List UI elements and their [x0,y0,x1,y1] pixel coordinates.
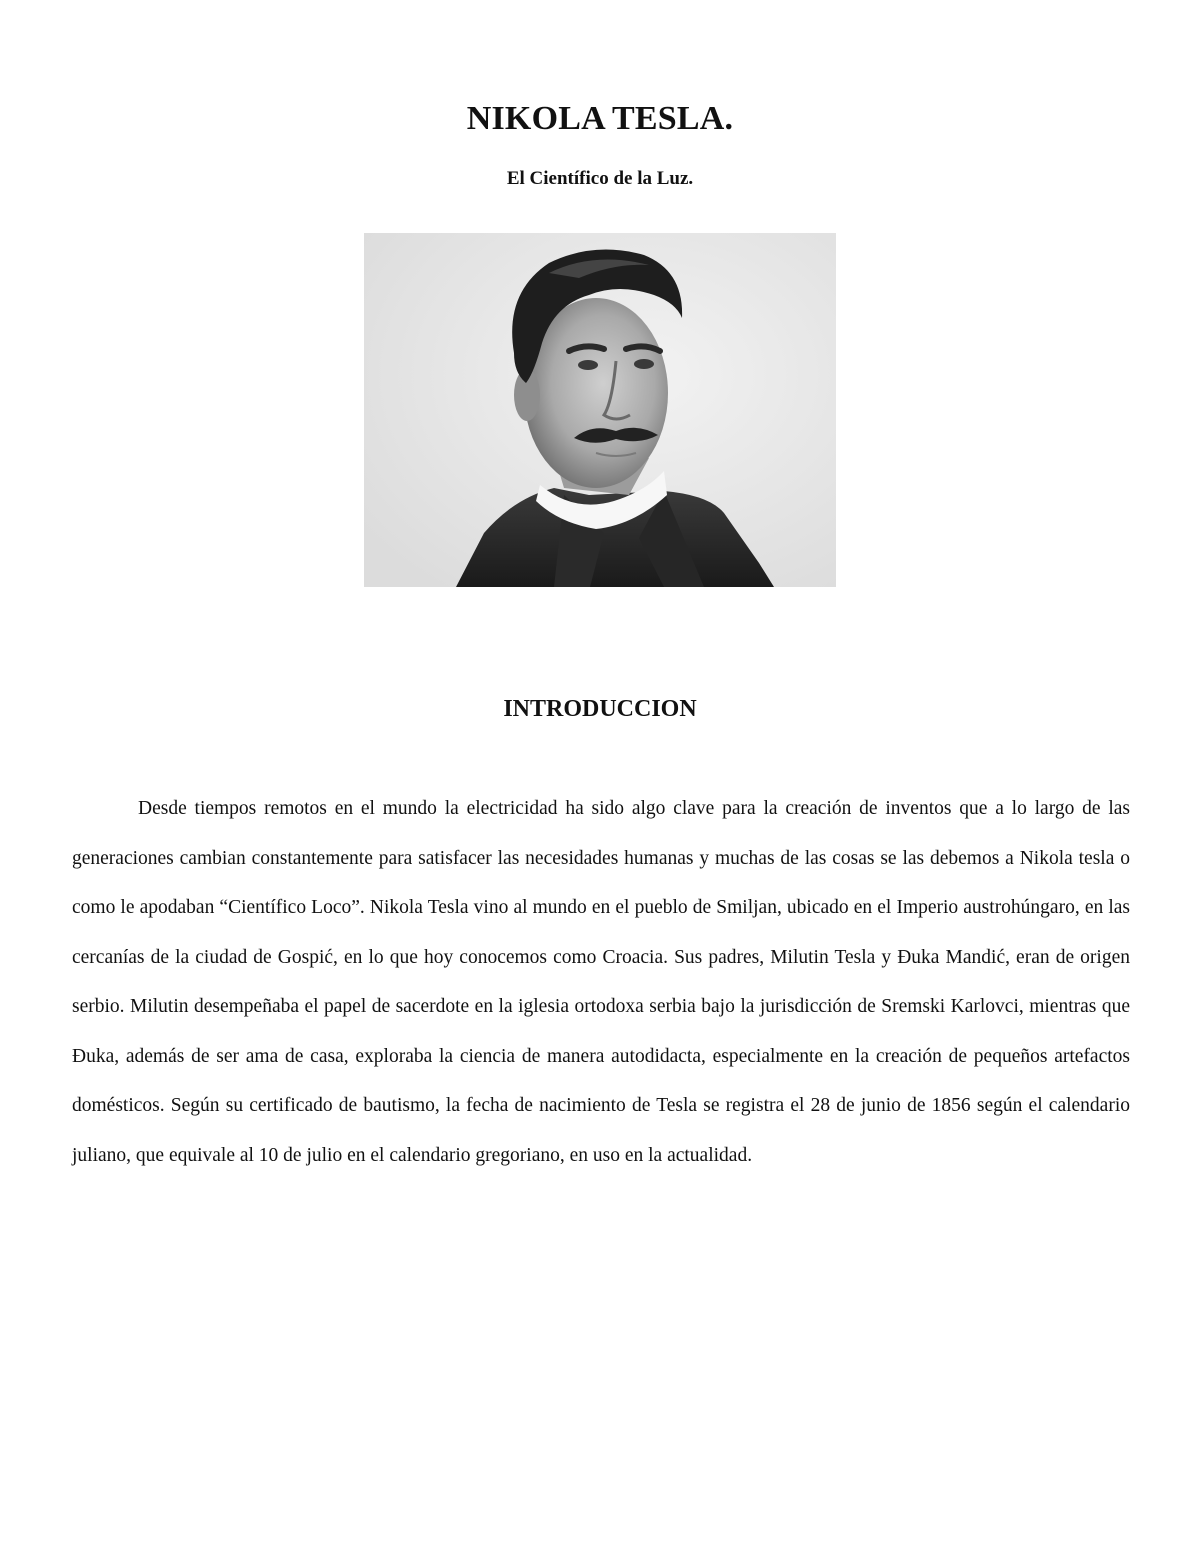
document-title: NIKOLA TESLA. [466,100,734,137]
portrait-photo [364,233,836,587]
introduction-paragraph: Desde tiempos remotos en el mundo la electricidad ha sido algo clave para la creación de inventos que a lo largo de las generaciones cambian constantemente para satisfacer las necesidades humanas y muchas de las cosas se las debemos a Nikola tesla o como le apodaban “Científico Loco”. Nikola Tesla vino al mundo en el pueblo de Smiljan, ubicado en el Imperio austrohúngaro, en las cercanías de la ciudad de Gospić, en lo que hoy conocemos como Croacia. Sus padres, Milutin Tesla y Đuka Mandić, eran de origen serbio. Milutin desempeñaba el papel de sacerdote en la iglesia ortodoxa serbia bajo la jurisdicción de Sremski Karlovci, mientras que Đuka, además de ser ama de casa, exploraba la ciencia de manera autodidacta, especialmente en la creación de pequeños artefactos domésticos. Según su certificado de bautismo, la fecha de nacimiento de Tesla se registra el 28 de junio de 1856 según el calendario juliano, que equivale al 10 de julio en el calendario gregoriano, en uso en la actualidad. [72,798,1130,1166]
section-heading-introduccion: INTRODUCCION [503,696,697,722]
document-subtitle: El Científico de la Luz. [506,168,694,189]
